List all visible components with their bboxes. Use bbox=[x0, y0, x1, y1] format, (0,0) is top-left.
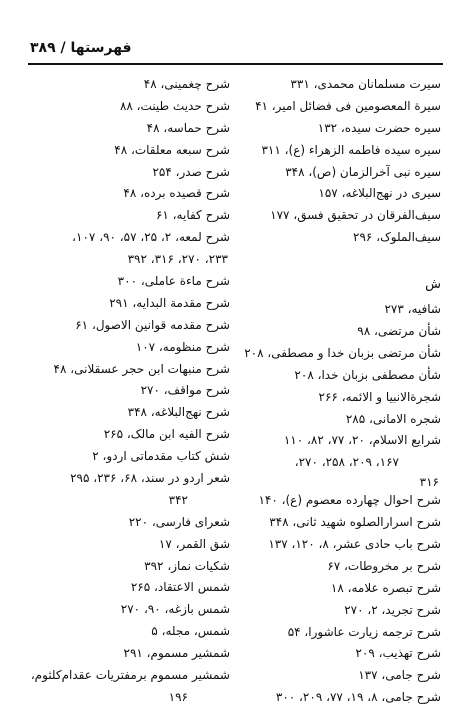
index-entry: شرایع الاسلام، ۲۰، ۷۷، ۸۲، ۱۱۰ bbox=[283, 433, 441, 448]
index-entry: شرح لمعه، ۲، ۲۵، ۵۷، ۹۰، ۱۰۷، bbox=[72, 230, 230, 245]
index-entry: سیره حضرت سیده، ۱۳۲ bbox=[317, 120, 441, 135]
index-entry-continuation: ۳۴۲ bbox=[168, 492, 188, 507]
index-entry: شمشیر مسموم، ۲۹۱ bbox=[123, 646, 230, 661]
index-entry-continuation: ۲۳۳، ۲۷۰، ۳۱۶، ۳۹۲ bbox=[127, 252, 228, 267]
index-entry: شش کتاب مقدماتی اردو، ۲ bbox=[92, 449, 230, 464]
index-entry: شرح مقدمة البدایه، ۲۹۱ bbox=[109, 295, 230, 310]
index-entry: شرح حدیث طینت، ۸۸ bbox=[119, 98, 230, 113]
header-rule bbox=[28, 63, 443, 65]
index-entry-continuation: ۱۶۷، ۲۰۹، ۲۵۸، ۲۷۰، bbox=[294, 455, 399, 470]
index-entry: سیرة المعصومین فی فضائل امیر، ۴۱ bbox=[255, 98, 441, 113]
index-entry: شمس الاعتقاد، ۲۶۵ bbox=[130, 580, 230, 595]
index-entry: شرح الفیه ابن مالک، ۲۶۵ bbox=[103, 427, 230, 442]
index-entry: شرح احوال چهارده معصوم (ع)، ۱۴۰ bbox=[258, 493, 441, 508]
index-entry-continuation: ۱۹۶ bbox=[168, 689, 188, 704]
index-entry: شرح تجرید، ۲، ۲۷۰ bbox=[344, 602, 441, 617]
index-entry: شرح مقدمه قوانین الاصول، ۶۱ bbox=[75, 317, 230, 332]
index-entry: شق القمر، ۱۷ bbox=[158, 536, 230, 551]
index-entry: شرح جامی، ۸، ۱۹، ۷۷، ۲۰۹، ۳۰۰ bbox=[275, 690, 441, 705]
index-entry: شرح منظومه، ۱۰۷ bbox=[135, 339, 230, 354]
index-entry: شرح ماءة عاملی، ۳۰۰ bbox=[117, 274, 230, 289]
index-entry: سیری در نهج‌البلاغه، ۱۵۷ bbox=[318, 186, 441, 201]
index-entry: شرح سبعه معلقات، ۴۸ bbox=[114, 142, 230, 157]
index-entry: سیف‌الملوک، ۲۹۶ bbox=[353, 230, 441, 245]
index-entry: سیره سیده فاطمه الزهراء (ع)، ۳۱۱ bbox=[261, 142, 441, 157]
index-entry: شرح صدر، ۲۵۴ bbox=[152, 164, 230, 179]
index-entry: شرح باب حادی عشر، ۸، ۱۲۰، ۱۳۷ bbox=[268, 537, 441, 552]
index-entry: شعرای فارسی، ۲۲۰ bbox=[128, 514, 230, 529]
index-entry: شرح قصیده برده، ۴۸ bbox=[123, 186, 230, 201]
index-entry: شرح تبصره علامه، ۱۸ bbox=[330, 580, 441, 595]
index-entry: شرح اسرارالصلوه شهید ثانی، ۳۴۸ bbox=[269, 515, 441, 530]
index-entry: شجره الامانی، ۲۸۵ bbox=[345, 411, 441, 426]
index-entry: شرح حماسه، ۴۸ bbox=[146, 120, 230, 135]
index-entry: شرح تهذیب، ۲۰۹ bbox=[355, 646, 441, 661]
index-entry: شرح کفایه، ۶۱ bbox=[155, 208, 230, 223]
index-entry: شمس بازغه، ۹۰، ۲۷۰ bbox=[120, 602, 230, 617]
index-entry: شرح بر مخروطات، ۶۷ bbox=[327, 558, 441, 573]
index-column-right bbox=[233, 74, 441, 709]
index-entry-continuation: ۳۱۶ bbox=[419, 475, 439, 490]
index-entry: شمشیر مسموم برمفتریات عقدام‌کلثوم، bbox=[30, 668, 230, 683]
index-entry: شأن مصطفی بزبان خدا، ۲۰۸ bbox=[294, 367, 441, 382]
index-entry: شرح ترجمه زیارت عاشورا، ۵۴ bbox=[287, 624, 441, 639]
index-entry: شرح نهج‌البلاغه، ۳۴۸ bbox=[127, 405, 230, 420]
index-entry: سیف‌الفرقان در تحقیق فسق، ۱۷۷ bbox=[270, 208, 441, 223]
index-entry: شافیه، ۲۷۳ bbox=[384, 302, 441, 317]
index-entry: شرح جامی، ۱۳۷ bbox=[358, 668, 441, 683]
index-column-left bbox=[30, 74, 230, 709]
index-entry: شأن مرتضی بزبان خدا و مصطفی، ۲۰۸ bbox=[244, 345, 441, 360]
index-entry: شمس، مجله، ۵ bbox=[151, 624, 230, 639]
page-header-title: فهرستها / ۳۸۹ bbox=[30, 40, 132, 56]
index-entry: شرح مواقف، ۲۷۰ bbox=[140, 383, 230, 398]
index-entry: شرح چغمینی، ۴۸ bbox=[143, 77, 230, 91]
section-gap bbox=[233, 249, 441, 271]
index-entry: شرح منبهات ابن حجر عسقلانی، ۴۸ bbox=[53, 361, 230, 376]
section-letter: ش bbox=[425, 277, 441, 293]
index-entry: شکیات نماز، ۳۹۲ bbox=[144, 558, 230, 573]
index-entry: شأن مرتضی، ۹۸ bbox=[357, 324, 441, 339]
index-entry: سیره نبی آخرالزمان (ص)، ۳۴۸ bbox=[285, 164, 441, 179]
index-entry: شجرة‌الانبیا و الائمه، ۲۶۶ bbox=[318, 389, 441, 404]
index-entry: شعر اردو در سند، ۶۸، ۲۳۶، ۲۹۵ bbox=[70, 471, 230, 486]
index-entry: سیرت مسلمانان محمدی، ۳۳۱ bbox=[290, 77, 441, 91]
